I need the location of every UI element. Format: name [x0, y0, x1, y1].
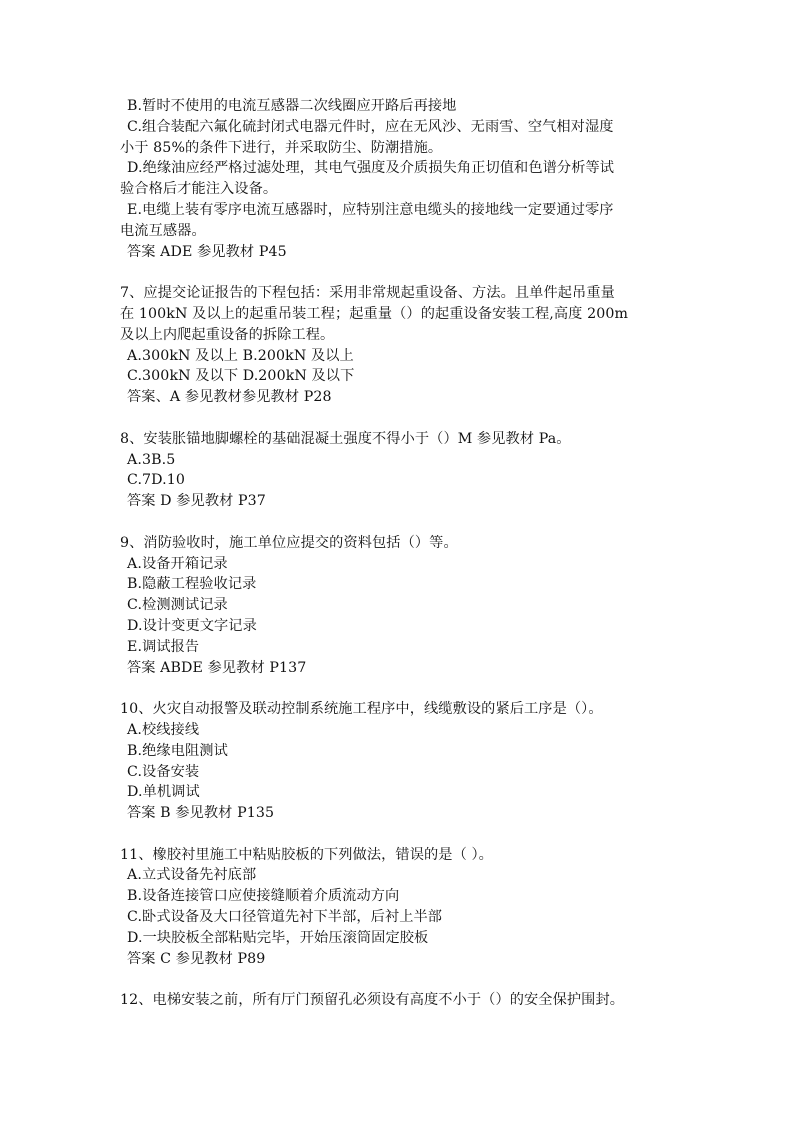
text-line: 11、橡胶衬里施工中粘贴胶板的下列做法，错误的是（ ）。 — [120, 846, 493, 863]
text-line: 10、火灾自动报警及联动控制系统施工程序中，线缆敷设的紧后工序是（）。 — [120, 701, 603, 718]
text-line: 验合格后才能注入设备。 — [120, 181, 278, 198]
text-line: 9、消防验收时，施工单位应提交的资料包括（）等。 — [120, 534, 458, 551]
text-line: E.调试报告 — [127, 638, 200, 655]
text-line: D.绝缘油应经严格过滤处理，其电气强度及介质损失角正切值和色谱分析等试 — [127, 160, 615, 177]
text-line: A.设备开箱记录 — [127, 555, 228, 572]
text-line: C.检测测试记录 — [127, 597, 228, 614]
text-line: C.7D.10 — [127, 472, 186, 489]
text-line: D.一块胶板全部粘贴完毕，开始压滚筒固定胶板 — [127, 929, 429, 946]
text-line: 12、电梯安装之前，所有厅门预留孔必须设有高度不小于（）的安全保护围封。 — [120, 992, 625, 1009]
text-line: C.300kN 及以下 D.200kN 及以下 — [127, 368, 355, 385]
blank-line — [120, 262, 695, 283]
text-line: B.绝缘电阻测试 — [127, 742, 228, 759]
text-line: 电流互感器。 — [120, 222, 206, 239]
text-line: 及以上内爬起重设备的拆除工程。 — [120, 326, 335, 343]
text-line: 答案 ADE 参见教材 P45 — [127, 243, 287, 260]
text-line: 7、应提交论证报告的下程包括：采用非常规起重设备、方法。且单件起吊重量 — [120, 285, 615, 302]
text-line: B.隐蔽工程验收记录 — [127, 576, 257, 593]
text-line: 8、安装胀锚地脚螺栓的基础混凝土强度不得小于（）M 参见教材 Pa。 — [120, 430, 571, 447]
text-line: A.校线接线 — [127, 721, 200, 738]
text-line: B.暂时不使用的电流互感器二次线圈应开路后再接地 — [127, 98, 457, 114]
text-line: B.设备连接管口应使接缝顺着介质流动方向 — [127, 888, 400, 905]
blank-line — [120, 408, 695, 429]
blank-line — [120, 969, 695, 990]
text-line: E.电缆上装有零序电流互感器时，应特别注意电缆头的接地线一定要通过零序 — [127, 201, 614, 218]
text-line: 小于 85%的条件下进行，并采取防尘、防潮措施。 — [120, 139, 443, 156]
blank-line — [120, 824, 695, 845]
text-line: 答案 ABDE 参见教材 P137 — [127, 659, 307, 676]
text-line: A.立式设备先衬底部 — [127, 867, 257, 884]
blank-line — [120, 512, 695, 533]
text-line: C.设备安装 — [127, 763, 200, 780]
text-line: 在 100kN 及以上的起重吊装工程；起重量（）的起重设备安装工程,高度 200m — [120, 305, 629, 322]
blank-line — [120, 678, 695, 699]
document-body — [120, 96, 695, 1011]
text-line: C.卧式设备及大口径管道先衬下半部，后衬上半部 — [127, 909, 443, 926]
text-line: 答案 D 参见教材 P37 — [127, 493, 266, 510]
text-line: C.组合装配六氟化硫封闭式电器元件时，应在无风沙、无雨雪、空气相对湿度 — [127, 118, 614, 135]
text-line: 答案 C 参见教材 P89 — [127, 950, 266, 967]
text-line: D.设计变更文字记录 — [127, 617, 257, 634]
text-line: A.300kN 及以上 B.200kN 及以上 — [127, 347, 354, 364]
text-line: D.单机调试 — [127, 784, 200, 801]
text-line: A.3B.5 — [127, 451, 176, 468]
text-line: 答案、A 参见教材参见教材 P28 — [127, 389, 332, 406]
text-line: 答案 B 参见教材 P135 — [127, 805, 275, 822]
